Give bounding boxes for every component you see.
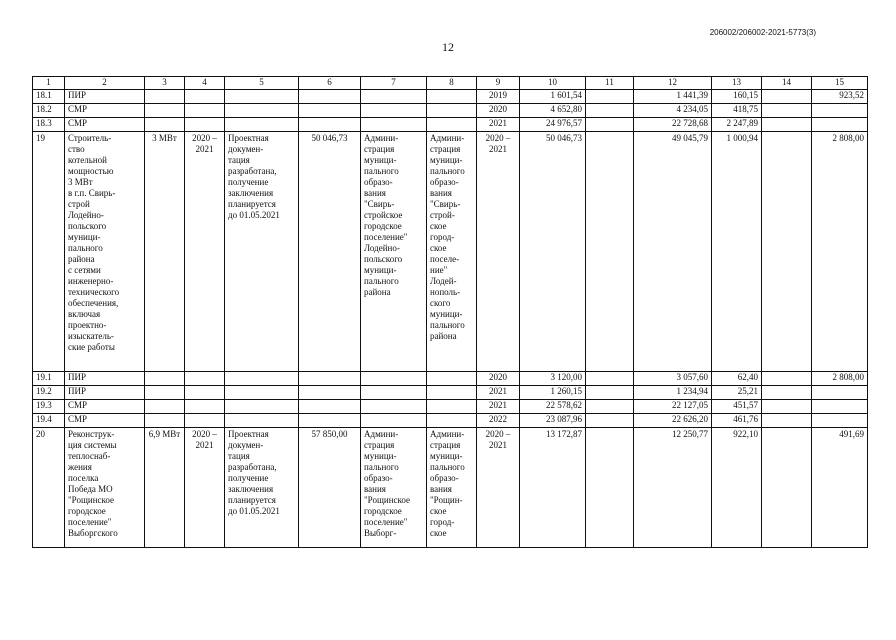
table-cell: [586, 372, 634, 386]
table-cell: 451,57: [712, 400, 762, 414]
table-cell: [299, 414, 361, 428]
table-cell: [145, 118, 185, 132]
column-header: 9: [477, 77, 520, 90]
table-cell: 19.1: [33, 372, 65, 386]
table-cell: [225, 414, 299, 428]
column-header: 11: [586, 77, 634, 90]
table-cell: [185, 104, 225, 118]
table-cell: Админи- страция муници- пального образо- вания "Рощинское городское поселение" Выборг-: [361, 428, 427, 548]
table-cell: 22 728,68: [634, 118, 712, 132]
table-cell: [185, 400, 225, 414]
table-cell: 2020: [477, 372, 520, 386]
table-row: [33, 400, 868, 414]
column-header: 14: [762, 77, 812, 90]
table-cell: [586, 400, 634, 414]
column-header: 8: [427, 77, 477, 90]
table-cell: [586, 386, 634, 400]
table-cell: 2020 – 2021: [185, 132, 225, 372]
table-cell: [762, 104, 812, 118]
column-header: 4: [185, 77, 225, 90]
table-cell: 19.2: [33, 386, 65, 400]
table-cell: 3 057,60: [634, 372, 712, 386]
data-table: [32, 76, 868, 548]
table-cell: 2019: [477, 90, 520, 104]
table-cell: 18.1: [33, 90, 65, 104]
table-cell: Строитель- ство котельной мощностью 3 МВт в г.п. Свирь- строй Лодейно- польского муници- пального района с сетями инженерно- технического обеспечения, включая проектно- изыскатель- ские работы: [65, 132, 145, 372]
table-cell: 461,76: [712, 414, 762, 428]
table-cell: [427, 400, 477, 414]
table-cell: [225, 104, 299, 118]
table-cell: [361, 400, 427, 414]
column-header: 5: [225, 77, 299, 90]
table-row: [33, 104, 868, 118]
table-cell: [145, 372, 185, 386]
table-cell: [299, 372, 361, 386]
table-cell: [762, 372, 812, 386]
table-cell: [586, 90, 634, 104]
table-cell: [586, 104, 634, 118]
table-cell: 1 441,39: [634, 90, 712, 104]
table-cell: [361, 372, 427, 386]
table-cell: ПИР: [65, 386, 145, 400]
table-cell: [586, 132, 634, 372]
table-cell: [361, 118, 427, 132]
table-row: [33, 414, 868, 428]
table-cell: 3 120,00: [520, 372, 586, 386]
table-row: [33, 118, 868, 132]
table-cell: [361, 414, 427, 428]
table-cell: 1 234,94: [634, 386, 712, 400]
table-cell: 12 250,77: [634, 428, 712, 548]
table-cell: [586, 118, 634, 132]
table-cell: 2 247,89: [712, 118, 762, 132]
table-cell: 18.2: [33, 104, 65, 118]
table-cell: [762, 428, 812, 548]
table-cell: 2020: [477, 104, 520, 118]
table-cell: 923,52: [812, 90, 868, 104]
table-cell: [812, 414, 868, 428]
table-cell: [185, 372, 225, 386]
table-cell: 2022: [477, 414, 520, 428]
table-cell: 13 172,87: [520, 428, 586, 548]
table-cell: [225, 400, 299, 414]
table-cell: 2 808,00: [812, 132, 868, 372]
table-cell: 2020 – 2021: [185, 428, 225, 548]
table-cell: 24 976,57: [520, 118, 586, 132]
table-cell: [812, 118, 868, 132]
table-cell: СМР: [65, 400, 145, 414]
table-cell: [427, 386, 477, 400]
table-cell: [427, 90, 477, 104]
table-cell: ПИР: [65, 90, 145, 104]
table-cell: [361, 104, 427, 118]
page-number: 12: [442, 40, 454, 54]
table-cell: Реконструк- ция системы теплоснаб- жения поселка Победа МО "Рощинское городское поселение" Выборгского: [65, 428, 145, 548]
table-cell: 2 808,00: [812, 372, 868, 386]
table-cell: [299, 400, 361, 414]
column-header: 6: [299, 77, 361, 90]
table-cell: [762, 132, 812, 372]
table-cell: 4 234,05: [634, 104, 712, 118]
table-cell: 22 127,05: [634, 400, 712, 414]
table-cell: 25,21: [712, 386, 762, 400]
table-cell: [762, 400, 812, 414]
table-cell: 22 578,62: [520, 400, 586, 414]
table-row: [33, 372, 868, 386]
table-cell: 19: [33, 132, 65, 372]
table-cell: СМР: [65, 414, 145, 428]
table-row: [33, 132, 868, 372]
table-cell: [225, 372, 299, 386]
column-header: 12: [634, 77, 712, 90]
table-cell: [299, 104, 361, 118]
table-cell: 2021: [477, 400, 520, 414]
table-cell: [185, 90, 225, 104]
table-cell: [427, 104, 477, 118]
table-row: [33, 386, 868, 400]
table-cell: СМР: [65, 104, 145, 118]
table-cell: [361, 386, 427, 400]
table-cell: 2020 – 2021: [477, 428, 520, 548]
table-cell: [762, 90, 812, 104]
table-cell: 491,69: [812, 428, 868, 548]
table-cell: [145, 414, 185, 428]
table-cell: 2021: [477, 118, 520, 132]
table-cell: [812, 104, 868, 118]
table-cell: [299, 118, 361, 132]
column-header: 3: [145, 77, 185, 90]
column-header: 1: [33, 77, 65, 90]
table-cell: 18.3: [33, 118, 65, 132]
table-cell: 23 087,96: [520, 414, 586, 428]
table-cell: [225, 118, 299, 132]
table-cell: 2020 – 2021: [477, 132, 520, 372]
column-header: 7: [361, 77, 427, 90]
header-row: [33, 77, 868, 90]
column-header: 15: [812, 77, 868, 90]
table-cell: [145, 400, 185, 414]
table-cell: [361, 90, 427, 104]
table-cell: [762, 414, 812, 428]
table-cell: [427, 118, 477, 132]
table-cell: Админи- страция муници- пального образо- вания "Свирь- стройское городское поселение" Лодейно- польского муници- пального района: [361, 132, 427, 372]
table-cell: 57 850,00: [299, 428, 361, 548]
table-cell: 6,9 МВт: [145, 428, 185, 548]
table-cell: 22 626,20: [634, 414, 712, 428]
table-cell: [145, 104, 185, 118]
table-cell: 1 601,54: [520, 90, 586, 104]
table-cell: [812, 400, 868, 414]
table-cell: [225, 386, 299, 400]
table-cell: 50 046,73: [299, 132, 361, 372]
table-cell: [762, 386, 812, 400]
table-cell: [225, 90, 299, 104]
table-cell: 62,40: [712, 372, 762, 386]
table-cell: 49 045,79: [634, 132, 712, 372]
column-header: 2: [65, 77, 145, 90]
table-cell: [299, 386, 361, 400]
table-cell: Админи- страция муници- пального образо- вания "Свирь- строй- ское город- ское поселе- ние" Лодей- нополь- ского муници- пального района: [427, 132, 477, 372]
table-row: [33, 428, 868, 548]
table-cell: [145, 90, 185, 104]
table-cell: 19.4: [33, 414, 65, 428]
table-cell: 3 МВт: [145, 132, 185, 372]
table-cell: 418,75: [712, 104, 762, 118]
table-cell: 1 260,15: [520, 386, 586, 400]
document-id: 206002/206002-2021-5773(3): [709, 28, 816, 37]
table-cell: 2021: [477, 386, 520, 400]
table-cell: [812, 386, 868, 400]
table-cell: 922,10: [712, 428, 762, 548]
table-cell: [762, 118, 812, 132]
table-cell: [427, 372, 477, 386]
column-header: 10: [520, 77, 586, 90]
table-cell: 160,15: [712, 90, 762, 104]
table-cell: 19.3: [33, 400, 65, 414]
table-cell: [299, 90, 361, 104]
table-cell: [185, 386, 225, 400]
table-cell: ПИР: [65, 372, 145, 386]
column-header: 13: [712, 77, 762, 90]
table-cell: 1 000,94: [712, 132, 762, 372]
table-cell: Админи- страция муници- пального образо- вания "Рощин- ское город- ское: [427, 428, 477, 548]
table-cell: [145, 386, 185, 400]
table-cell: [586, 414, 634, 428]
table-cell: [185, 414, 225, 428]
table-cell: СМР: [65, 118, 145, 132]
table-cell: Проектная докумен- тация разработана, получение заключения планируется до 01.05.2021: [225, 428, 299, 548]
table-cell: [185, 118, 225, 132]
table-cell: 20: [33, 428, 65, 548]
table-cell: Проектная докумен- тация разработана, получение заключения планируется до 01.05.2021: [225, 132, 299, 372]
table-cell: 50 046,73: [520, 132, 586, 372]
table-cell: [586, 428, 634, 548]
table-row: [33, 90, 868, 104]
table-cell: [427, 414, 477, 428]
table-cell: 4 652,80: [520, 104, 586, 118]
